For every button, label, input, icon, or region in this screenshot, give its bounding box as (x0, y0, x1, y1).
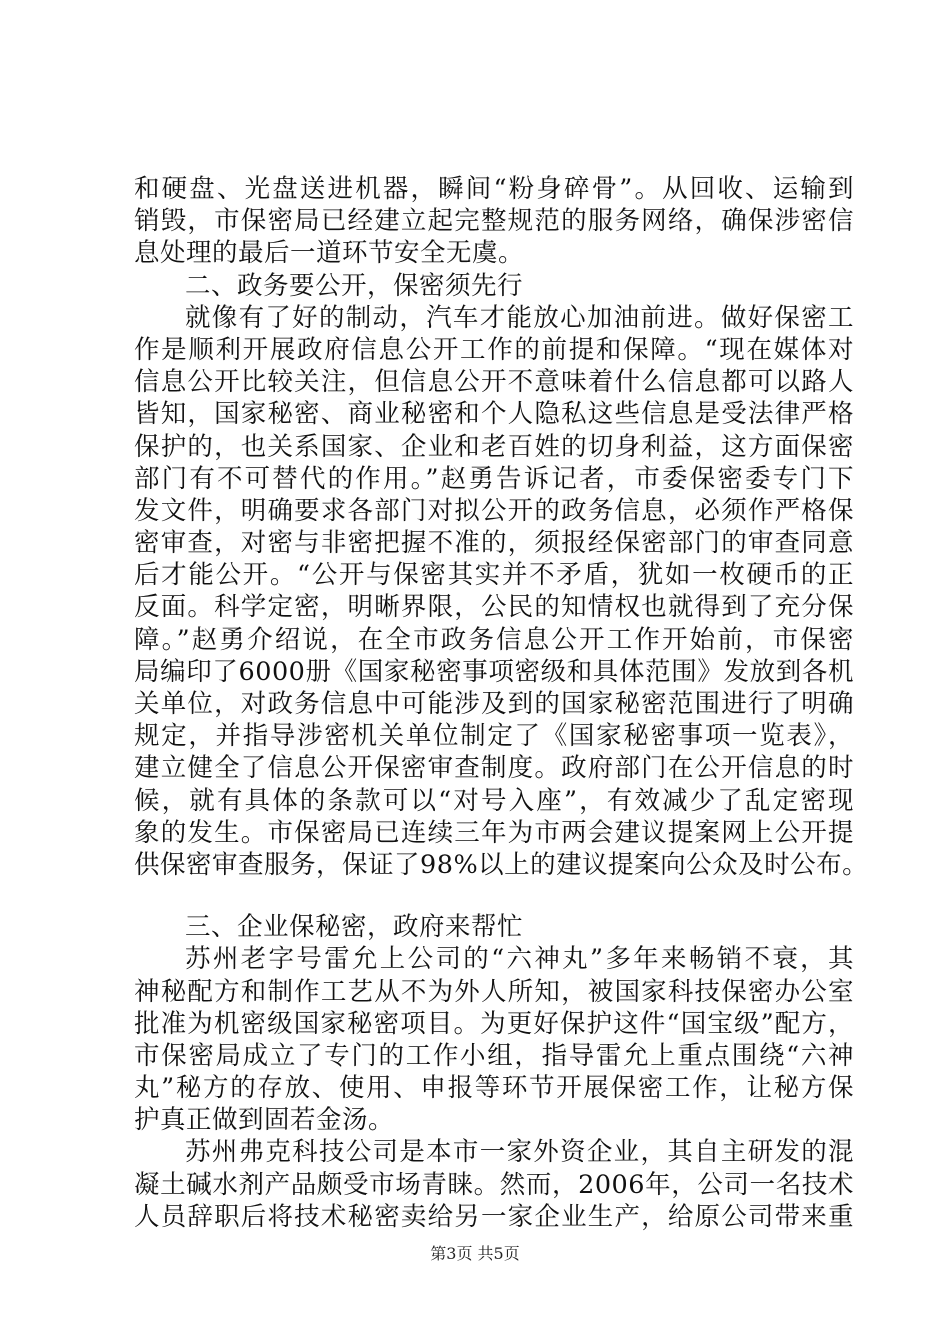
text-line: 密审查，对密与非密把握不准的，须报经保密部门的审查同意 (134, 528, 854, 559)
text-line: 神秘配方和制作工艺从不为外人所知，被国家科技保密办公室 (134, 976, 854, 1007)
text-line: 苏州老字号雷允上公司的“六神丸”多年来畅销不衰，其 (185, 944, 854, 975)
text-line: 皆知，国家秘密、商业秘密和个人隐私这些信息是受法律严格 (134, 399, 854, 430)
text-line: 发文件，明确要求各部门对拟公开的政务信息，必须作严格保 (134, 495, 854, 526)
blank-line (134, 881, 854, 911)
text-line: 息处理的最后一道环节安全无虞。 (134, 238, 525, 269)
paragraph-1 (134, 173, 854, 270)
section-heading-2: 二、政务要公开，保密须先行 (185, 270, 524, 301)
text-line: 销毁，市保密局已经建立起完整规范的服务网络，确保涉密信 (134, 206, 854, 237)
text-line: 苏州弗克科技公司是本市一家外资企业，其自主研发的混 (185, 1137, 854, 1168)
text-line: 批准为机密级国家秘密项目。为更好保护这件“国宝级”配方， (134, 1008, 854, 1039)
text-line: 供保密审查服务，保证了98%以上的建议提案向公众及时公布。 (134, 849, 869, 880)
paragraph-4 (134, 1136, 854, 1233)
text-line: 局编印了6000册《国家秘密事项密级和具体范围》发放到各机 (134, 656, 854, 687)
text-line: 就像有了好的制动，汽车才能放心加油前进。做好保密工 (185, 302, 854, 333)
text-line: 和硬盘、光盘送进机器，瞬间“粉身碎骨”。从回收、运输到 (134, 174, 854, 204)
text-line: 建立健全了信息公开保密审查制度。政府部门在公开信息的时 (134, 753, 854, 784)
text-line: 后才能公开。“公开与保密其实并不矛盾，犹如一枚硬币的正 (134, 560, 854, 591)
text-line: 凝土碱水剂产品颇受市场青睐。然而，2006年，公司一名技术 (134, 1169, 854, 1200)
text-line: 市保密局成立了专门的工作小组，指导雷允上重点围绕“六神 (134, 1040, 854, 1071)
paragraph-3 (134, 943, 854, 1136)
text-line: 护真正做到固若金汤。 (134, 1105, 395, 1136)
text-line: 候，就有具体的条款可以“对号入座”，有效减少了乱定密现 (134, 785, 854, 816)
text-line: 规定，并指导涉密机关单位制定了《国家秘密事项一览表》， (134, 721, 854, 752)
text-line: 保护的，也关系国家、企业和老百姓的切身利益，这方面保密 (134, 431, 854, 462)
text-line: 作是顺利开展政府信息公开工作的前提和保障。“现在媒体对 (134, 334, 854, 365)
text-line: 关单位，对政务信息中可能涉及到的国家秘密范围进行了明确 (134, 689, 854, 719)
text-line: 丸”秘方的存放、使用、申报等环节开展保密工作，让秘方保 (134, 1073, 854, 1104)
text-line: 信息公开比较关注，但信息公开不意味着什么信息都可以路人 (134, 367, 854, 398)
page-number-footer: 第3页 共5页 (430, 1244, 520, 1263)
text-line: 障。”赵勇介绍说，在全市政务信息公开工作开始前，市保密 (134, 624, 854, 655)
text-line: 象的发生。市保密局已连续三年为市两会建议提案网上公开提 (134, 817, 854, 848)
section-heading-3: 三、企业保秘密，政府来帮忙 (185, 912, 524, 943)
text-line: 人员辞职后将技术秘密卖给另一家企业生产，给原公司带来重 (134, 1201, 854, 1232)
text-line: 部门有不可替代的作用。”赵勇告诉记者，市委保密委专门下 (134, 463, 854, 494)
document-body (134, 173, 869, 1233)
text-line: 反面。科学定密，明晰界限，公民的知情权也就得到了充分保 (134, 592, 854, 623)
paragraph-2 (134, 302, 869, 881)
